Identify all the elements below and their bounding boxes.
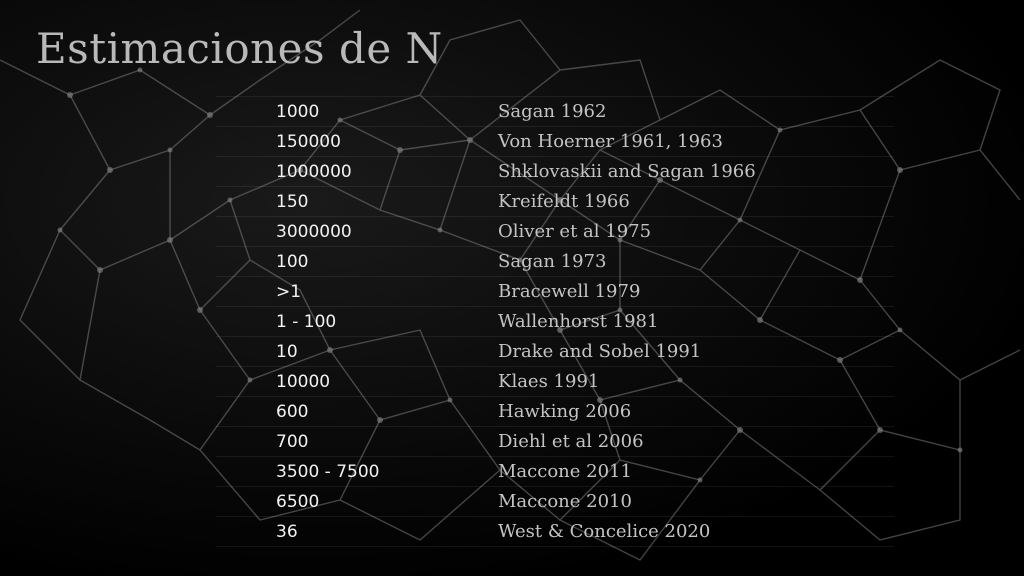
estimate-value: 100 xyxy=(276,251,309,272)
estimate-value: >1 xyxy=(276,281,302,302)
table-row xyxy=(216,186,894,216)
estimate-source: Hawking 2006 xyxy=(498,401,632,422)
table-row xyxy=(216,306,894,336)
estimate-source: Maccone 2010 xyxy=(498,491,632,512)
estimate-source: Klaes 1991 xyxy=(498,371,600,392)
table-row xyxy=(216,246,894,276)
table-row xyxy=(216,456,894,486)
estimate-source: Oliver et al 1975 xyxy=(498,221,652,242)
estimates-table xyxy=(216,96,894,547)
estimate-source: West & Concelice 2020 xyxy=(498,521,711,542)
table-row xyxy=(216,366,894,396)
table-row xyxy=(216,96,894,126)
table-row xyxy=(216,516,894,547)
estimate-source: Maccone 2011 xyxy=(498,461,632,482)
estimate-value: 3500 - 7500 xyxy=(276,461,380,482)
table-row xyxy=(216,396,894,426)
slide-title: Estimaciones de N xyxy=(36,24,443,73)
estimate-source: Sagan 1973 xyxy=(498,251,607,272)
estimate-value: 10 xyxy=(276,341,298,362)
estimate-value: 150000 xyxy=(276,131,341,152)
estimate-value: 1 - 100 xyxy=(276,311,337,332)
estimate-value: 6500 xyxy=(276,491,320,512)
estimate-value: 1000000 xyxy=(276,161,352,182)
estimate-source: Kreifeldt 1966 xyxy=(498,191,630,212)
estimate-source: Von Hoerner 1961, 1963 xyxy=(498,131,723,152)
table-row xyxy=(216,426,894,456)
table-row xyxy=(216,216,894,246)
table-row xyxy=(216,486,894,516)
estimate-source: Diehl et al 2006 xyxy=(498,431,644,452)
estimate-value: 700 xyxy=(276,431,309,452)
estimate-source: Shklovaskii and Sagan 1966 xyxy=(498,161,756,182)
estimate-source: Bracewell 1979 xyxy=(498,281,641,302)
estimate-value: 10000 xyxy=(276,371,331,392)
estimate-value: 3000000 xyxy=(276,221,352,242)
estimate-value: 150 xyxy=(276,191,309,212)
estimate-source: Wallenhorst 1981 xyxy=(498,311,659,332)
table-row xyxy=(216,126,894,156)
estimate-source: Drake and Sobel 1991 xyxy=(498,341,702,362)
estimate-source: Sagan 1962 xyxy=(498,101,607,122)
table-row xyxy=(216,276,894,306)
table-row xyxy=(216,336,894,366)
table-row xyxy=(216,156,894,186)
estimate-value: 36 xyxy=(276,521,298,542)
estimate-value: 600 xyxy=(276,401,309,422)
estimate-value: 1000 xyxy=(276,101,320,122)
